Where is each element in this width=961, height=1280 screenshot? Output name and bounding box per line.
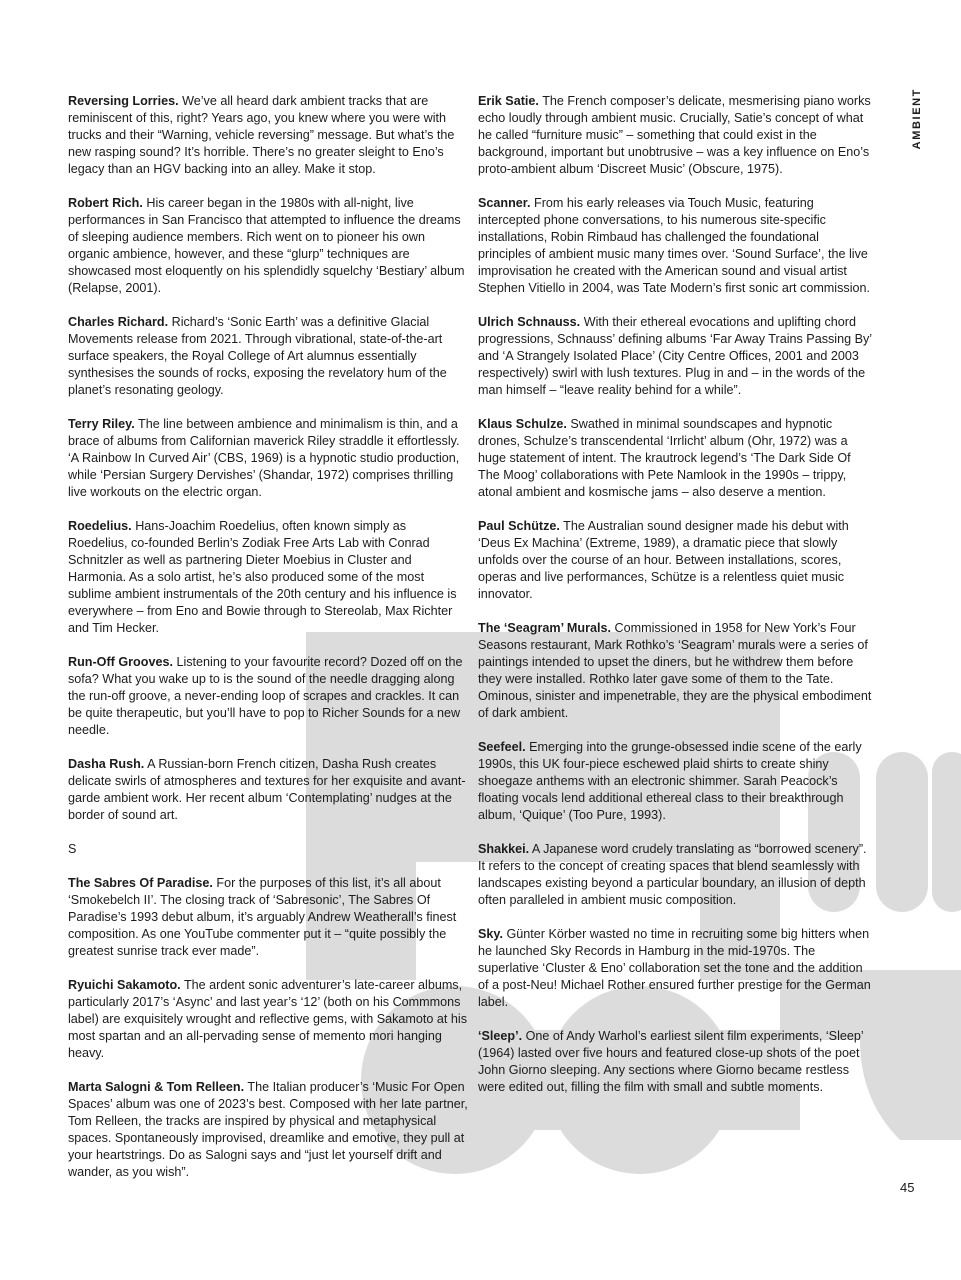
entry-shakkei <box>478 841 873 909</box>
entry-text: The Australian sound designer made his debut with ‘Deus Ex Machina’ (Extreme, 1989), a dramatic piece that slowly unfolds over the course of an hour. Between installations, scores, operas and live performances, Schütze is a relentless quiet music innovator. <box>478 519 849 601</box>
entry-text: Listening to your favourite record? Dozed off on the sofa? What you wake up to is the sound of the needle dragging along the run-off groove, a never-ending loop of scrapes and crackles. It can be quite therapeutic, but you’ll have to pop to Richer Sounds for a new needle. <box>68 655 463 737</box>
entry-seagram-murals <box>478 620 873 722</box>
entry-text: For the purposes of this list, it’s all about ‘Smokebelch II’. The closing track of ‘Sabresonic’, The Sabres Of Paradise’s 1993 debut album, it’s arguably Andrew Weatherall’s finest composition. As one YouTube commenter put it – “quite possibly the greatest sunrise track ever made”. <box>68 876 457 958</box>
entry-roedelius <box>68 518 468 637</box>
entry-title: Ryuichi Sakamoto. <box>68 978 181 992</box>
entry-text: A Japanese word crudely translating as “borrowed scenery”. It refers to the concept of creating spaces that blend seamlessly with landscapes existing beyond a particular boundary, an illusion of depth often paralleled in ambient music composition. <box>478 842 867 907</box>
entry-terry-riley <box>68 416 468 501</box>
entry-title: Charles Richard. <box>68 315 169 329</box>
entry-title: Paul Schütze. <box>478 519 560 533</box>
entry-title: The Sabres Of Paradise. <box>68 876 213 890</box>
entry-title: The ‘Seagram’ Murals. <box>478 621 611 635</box>
entry-text: His career began in the 1980s with all-night, live performances in San Francisco that attempted to influence the dreams of sleeping audience members. Rich went on to pioneer his own organic ambience, however, and these “glurp” techniques are showcased most eloquently on his splendidly squelchy ‘Bestiary’ album (Relapse, 2001). <box>68 196 465 295</box>
entry-sky <box>478 926 873 1011</box>
entry-title: Klaus Schulze. <box>478 417 567 431</box>
entry-title: Shakkei. <box>478 842 530 856</box>
right-column <box>478 93 873 1113</box>
entry-text: The line between ambience and minimalism is thin, and a brace of albums from Californian maverick Riley straddle it effortlessly. ‘A Rainbow In Curved Air’ (CBS, 1969) is a hypnotic studio production, while ‘Persian Surgery Dervishes’ (Shandar, 1972) comprises thrilling live workouts on the electric organ. <box>68 417 460 499</box>
entry-text: A Russian-born French citizen, Dasha Rush creates delicate swirls of atmospheres and textures for her exquisite and avant-garde ambient work. Her recent album ‘Contemplating’ nudges at the border of sound art. <box>68 757 466 822</box>
bg-bar-2 <box>876 752 928 912</box>
entry-sleep <box>478 1028 873 1096</box>
entry-text: Günter Körber wasted no time in recruiting some big hitters when he launched Sky Records in Hamburg in the mid-1970s. The superlative ‘Cluster & Eno’ collaboration set the tone and the addition of a post-Neu! Michael Rother ensured further prestige for the German label. <box>478 927 871 1009</box>
entry-text: The French composer’s delicate, mesmerising piano works echo loudly through ambient music. Crucially, Satie’s concept of what he called “furniture music” – something that could exist in the background, important but unobtrusive – was a key influence on Eno’s proto-ambient album ‘Discreet Music’ (Obscure, 1975). <box>478 94 871 176</box>
entry-run-off-grooves <box>68 654 468 739</box>
entry-charles-richard <box>68 314 468 399</box>
entry-title: Terry Riley. <box>68 417 135 431</box>
entry-dasha-rush <box>68 756 468 824</box>
entry-sabres-of-paradise <box>68 875 468 960</box>
entry-title: Seefeel. <box>478 740 526 754</box>
entry-seefeel <box>478 739 873 824</box>
entry-scanner <box>478 195 873 297</box>
entry-text: Richard’s ‘Sonic Earth’ was a definitive Glacial Movements release from 2021. Through vibrational, state-of-the-art surface speakers, the Royal College of Art alumnus essentially synthesises the sounds of rocks, exposing the revelatory hum of the planet’s resonating geology. <box>68 315 447 397</box>
section-label: AMBIENT <box>911 88 923 150</box>
entry-title: Run-Off Grooves. <box>68 655 173 669</box>
entry-paul-schutze <box>478 518 873 603</box>
entry-reversing-lorries <box>68 93 468 178</box>
entry-title: Scanner. <box>478 196 531 210</box>
entry-title: Ulrich Schnauss. <box>478 315 581 329</box>
entry-title: Erik Satie. <box>478 94 539 108</box>
entry-klaus-schulze <box>478 416 873 501</box>
entry-text: Emerging into the grunge-obsessed indie scene of the early 1990s, this UK four-piece eschewed plaid shirts to create shiny shoegaze anthems with an electronic shimmer. Sarah Peacock’s floating vocals lend additional ethereal class to their breakthrough album, ‘Quique’ (Too Pure, 1993). <box>478 740 862 822</box>
entry-text: Swathed in minimal soundscapes and hypnotic drones, Schulze’s transcendental ‘Irrlicht’ album (Ohr, 1972) was a huge statement of intent. The krautrock legend’s ‘The Dark Side Of The Moog’ collaborations with Pete Namlook in the 1990s – trippy, atonal ambient and kosmische jams – also deserve a mention. <box>478 417 851 499</box>
entry-text: Commissioned in 1958 for New York’s Four Seasons restaurant, Mark Rothko’s ‘Seagram’ murals were a series of paintings intended to upset the diners, but he withdrew them before they were installed. Rothko later gave some of them to the Tate. Ominous, sinister and impenetrable, they are the physical embodiment of dark ambient. <box>478 621 872 720</box>
entry-title: Reversing Lorries. <box>68 94 179 108</box>
entry-robert-rich <box>68 195 468 297</box>
bg-bar-3 <box>932 752 961 912</box>
page-number: 45 <box>900 1180 915 1195</box>
entry-title: Marta Salogni & Tom Relleen. <box>68 1080 245 1094</box>
entry-text: Hans-Joachim Roedelius, often known simply as Roedelius, co-founded Berlin’s Zodiak Free Arts Lab with Conrad Schnitzler as well as partnering Dieter Moebius in Cluster and Harmonia. As a solo artist, he’s also produced some of the most sublime ambient instrumentals of the 20th century and his influence is everywhere – from Eno and Bowie through to Stereolab, Max Richter and Tim Hecker. <box>68 519 457 635</box>
entry-marta-salogni <box>68 1079 468 1181</box>
entry-text: One of Andy Warhol’s earliest silent film experiments, ‘Sleep’ (1964) lasted over five hours and featured close-up shots of the poet John Giorno sleeping. Any sections where Giorno became restless were edited out, filling the film with small and subtle moments. <box>478 1029 864 1094</box>
entry-title: Roedelius. <box>68 519 132 533</box>
entry-ulrich-schnauss <box>478 314 873 399</box>
entry-ryuichi-sakamoto <box>68 977 468 1062</box>
entry-title: Robert Rich. <box>68 196 143 210</box>
entry-text: From his early releases via Touch Music, featuring intercepted phone conversations, to his numerous site-specific installations, Robin Rimbaud has challenged the foundational principles of ambient music many times over. ‘Sound Surface’, the live improvisation he created with the American sound and visual artist Stephen Vitiello in 2004, was Tate Modern’s first sonic art commission. <box>478 196 870 295</box>
entry-erik-satie <box>478 93 873 178</box>
entry-text: The Italian producer’s ‘Music For Open Spaces’ album was one of 2023’s best. Composed with her late partner, Tom Relleen, the tracks are inspired by physical and metaphysical spaces. Spontaneously improvised, dreamlike and emotive, they pull at your heartstrings. Do as Salogni says and “just let yourself drift and wander, as you wish”. <box>68 1080 468 1179</box>
section-letter: S <box>68 842 77 856</box>
entry-text: The ardent sonic adventurer’s late-career albums, particularly 2017’s ‘Async’ and last year’s ‘12’ (both on his Commmons label) are exquisitely wrought and reflective gems, with Sakamoto at his most spartan and an all-pervading sense of memento mori hanging heavy. <box>68 978 467 1060</box>
entry-text: We’ve all heard dark ambient tracks that are reminiscent of this, right? Years ago, you knew where you were with trucks and their “Warning, vehicle reversing” message. But what’s the new rasping sound? It’s horrible. There’s no greater sleight to Eno’s legacy than an HGV backing into an alley. Make it stop. <box>68 94 455 176</box>
entry-title: ‘Sleep’. <box>478 1029 523 1043</box>
left-column <box>68 93 468 1198</box>
entry-text: With their ethereal evocations and uplifting chord progressions, Schnauss’ defining albums ‘Far Away Trains Passing By’ and ‘A Strangely Isolated Place’ (City Centre Offices, 2001 and 2003 respectively) swirl with lush textures. Plug in and – in the words of the man himself – “leave reality behind for a while”. <box>478 315 872 397</box>
entry-title: Sky. <box>478 927 503 941</box>
entry-title: Dasha Rush. <box>68 757 145 771</box>
